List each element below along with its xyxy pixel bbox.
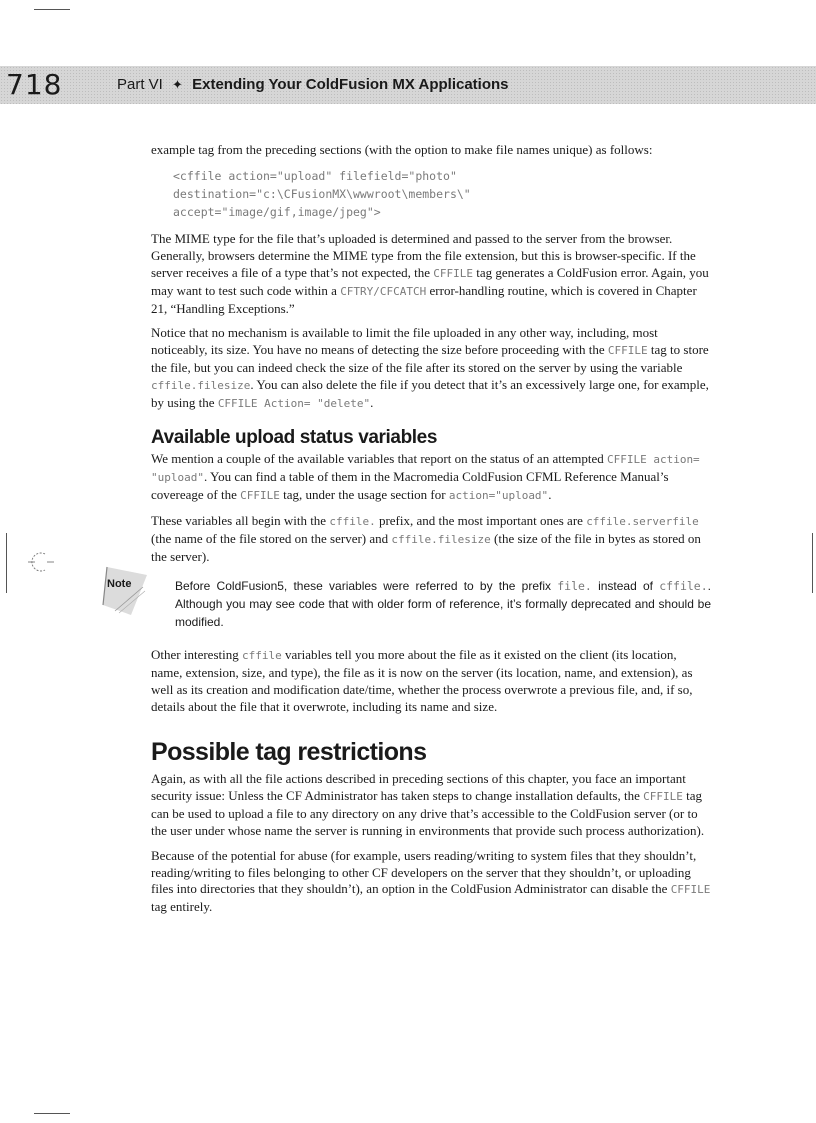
registration-mark-icon	[28, 551, 54, 573]
inline-code: cffile.serverfile	[586, 514, 699, 528]
crop-mark-bottom-left	[34, 1113, 70, 1114]
paragraph-prefix: These variables all begin with the cffile. prefix, and the most important ones are cffile.serverfile (the name of the file stored on the server) and cffile.filesize (the size of the file in bytes as stored on the server).	[151, 512, 701, 564]
note-box	[107, 577, 711, 631]
inline-code: cffile	[241, 649, 282, 663]
note-text: Before ColdFusion5, these variables were referred to by the prefix file. instead of cffile.. Although you may see code that with older form of reference, it’s formally deprecated and should be modified.	[175, 579, 711, 630]
chapter-title: Extending Your ColdFusion MX Applications	[192, 76, 509, 93]
inline-code: cffile.filesize	[391, 532, 491, 546]
crop-mark-right	[812, 533, 813, 593]
inline-code: CFTRY/CFCATCH	[340, 284, 427, 298]
inline-code: CFFILE	[240, 488, 280, 502]
diamond-separator-icon: ✦	[172, 77, 183, 92]
inline-code: cffile.	[329, 514, 376, 528]
running-header-title	[117, 76, 509, 93]
paragraph-mime-type: The MIME type for the file that’s uploaded is determined and passed to the server from the browser. Generally, browsers determine the MIME type from the file extension, but this is browser-specific. If the server receives a file of a type that’s not expected, the CFFILE tag generates a ColdFusion error. Again, you may want to test such code within a CFTRY/CFCATCH error-handling routine, which is covered in Chapter 21, “Handling Exceptions.”	[151, 230, 709, 316]
paragraph-file-size: Notice that no mechanism is available to limit the file uploaded in any other way, including, most noticeably, its size. You have no means of detecting the size before proceeding with the CFFILE tag to store the file, but you can indeed check the size of the file after its stored on the server by using the variable cffile.filesize. You can also delete the file if you detect that it’s an excessively large one, for example, by using the CFFILE Action= "delete".	[151, 325, 709, 411]
code-line: <cffile action="upload" filefield="photo"	[173, 168, 457, 183]
crop-mark-left	[6, 533, 7, 593]
inline-code: CFFILE action= "upload"	[151, 452, 700, 484]
inline-code: CFFILE	[433, 266, 474, 280]
paragraph-abuse: Because of the potential for abuse (for example, users reading/writing to system files that they shouldn’t, reading/writing to files belonging to other CF developers on the server that they shouldn’t, or uploading files into directories that they shouldn’t), an option in the ColdFusion Administrator can disable the CFFILE tag entirely.	[151, 847, 711, 915]
paragraph-status-variables: We mention a couple of the available variables that report on the status of an attempted CFFILE action= "upload". You can find a table of them in the Macromedia ColdFusion CFML Reference Manual’s covereage of the CFFILE tag, under the usage section for action="upload".	[151, 450, 700, 502]
paragraph-security: Again, as with all the file actions described in preceding sections of this chapter, you face an important security issue: Unless the CF Administrator has taken steps to change installation defaults, the CFFILE tag can be used to upload a file to any directory on any drive that’s accessible to the ColdFusion server (or to the user under whose name the server is running in environments that provide such process authorization).	[151, 771, 705, 838]
note-pencil-icon	[101, 565, 149, 617]
crop-mark-top-left	[34, 9, 70, 10]
section-heading-upload-status: Available upload status variables	[151, 426, 437, 448]
paragraph-intro: example tag from the preceding sections (with the option to make file names unique) as follows:	[151, 142, 653, 157]
inline-code: file.	[557, 579, 592, 594]
page-number: 718	[6, 68, 63, 101]
inline-code: cffile.	[659, 579, 708, 594]
inline-code: CFFILE Action= "delete"	[217, 397, 371, 411]
section-heading-tag-restrictions: Possible tag restrictions	[151, 738, 427, 767]
inline-code: cffile.filesize	[151, 379, 251, 393]
code-block-cffile	[173, 167, 711, 221]
inline-code: action="upload"	[448, 488, 549, 502]
inline-code: CFFILE	[643, 789, 683, 803]
note-label: Note	[107, 578, 132, 591]
inline-code: CFFILE	[607, 344, 648, 358]
body-content	[107, 142, 711, 924]
part-label: Part VI	[117, 76, 163, 93]
code-line: destination="c:\CFusionMX\wwwroot\members\"	[173, 186, 471, 201]
paragraph-other-variables: Other interesting cffile variables tell you more about the file as it existed on the client (its location, name, extension, size, and type), the file as it is now on the server (its location, name, and extension), as well as its creation and modification date/time, whether the process overwrote a previous file, and, if so, details about the file that it overwrote, including its name and size.	[151, 647, 693, 715]
code-line: accept="image/gif,image/jpeg">	[173, 204, 381, 219]
inline-code: CFFILE	[670, 883, 711, 897]
